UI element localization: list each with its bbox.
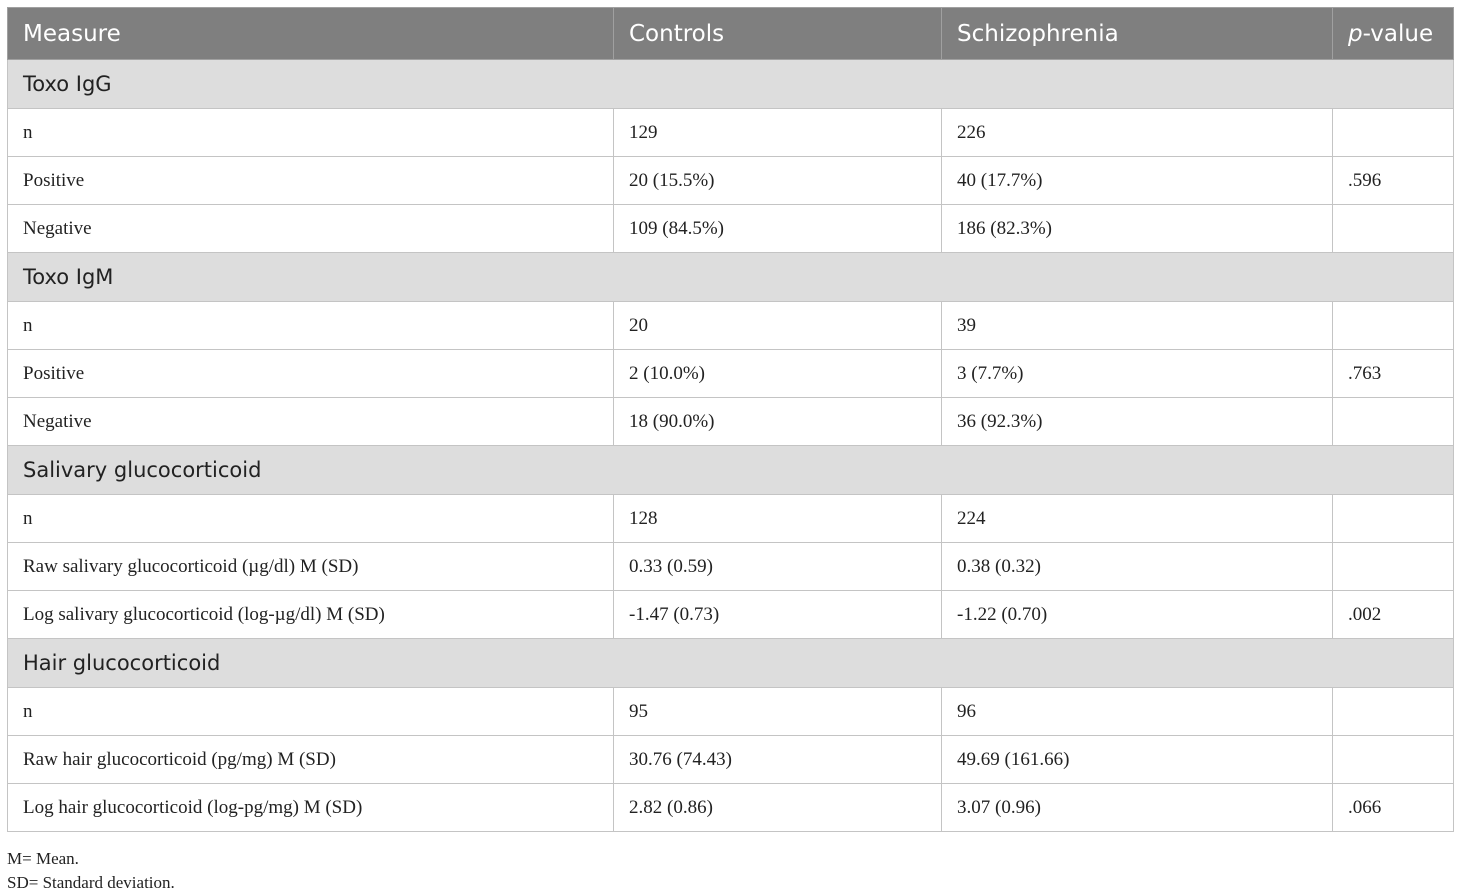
table-row — [8, 302, 1454, 350]
cell-controls: 0.33 (0.59) — [614, 543, 942, 591]
cell-measure: Negative — [8, 205, 614, 253]
header-p-italic: p — [1348, 20, 1363, 47]
cell-schizophrenia: 3.07 (0.96) — [942, 784, 1333, 832]
cell-measure: Log salivary glucocorticoid (log-µg/dl) M (SD) — [8, 591, 614, 639]
cell-controls: 109 (84.5%) — [614, 205, 942, 253]
section-title: Hair glucocorticoid — [8, 639, 1454, 688]
table-row — [8, 784, 1454, 832]
results-table — [7, 7, 1454, 832]
cell-controls: 95 — [614, 688, 942, 736]
cell-measure: n — [8, 688, 614, 736]
cell-schizophrenia: 39 — [942, 302, 1333, 350]
cell-schizophrenia: 224 — [942, 495, 1333, 543]
cell-controls: -1.47 (0.73) — [614, 591, 942, 639]
cell-p-value — [1333, 495, 1454, 543]
cell-measure: n — [8, 495, 614, 543]
table-row — [8, 157, 1454, 205]
cell-schizophrenia: 96 — [942, 688, 1333, 736]
table-row — [8, 495, 1454, 543]
cell-controls: 129 — [614, 109, 942, 157]
cell-measure: Positive — [8, 157, 614, 205]
cell-controls: 2.82 (0.86) — [614, 784, 942, 832]
section-row — [8, 446, 1454, 495]
section-row — [8, 60, 1454, 109]
table-row — [8, 109, 1454, 157]
header-measure: Measure — [8, 8, 614, 60]
cell-p-value — [1333, 543, 1454, 591]
table-footnotes — [7, 847, 175, 895]
cell-measure: Negative — [8, 398, 614, 446]
header-p-rest: -value — [1362, 20, 1434, 47]
section-title: Toxo IgM — [8, 253, 1454, 302]
cell-controls: 18 (90.0%) — [614, 398, 942, 446]
section-title: Salivary glucocorticoid — [8, 446, 1454, 495]
cell-p-value — [1333, 688, 1454, 736]
cell-schizophrenia: 186 (82.3%) — [942, 205, 1333, 253]
cell-measure: Raw hair glucocorticoid (pg/mg) M (SD) — [8, 736, 614, 784]
cell-p-value — [1333, 398, 1454, 446]
cell-schizophrenia: 226 — [942, 109, 1333, 157]
header-schizophrenia: Schizophrenia — [942, 8, 1333, 60]
cell-schizophrenia: 3 (7.7%) — [942, 350, 1333, 398]
cell-p-value — [1333, 302, 1454, 350]
cell-controls: 128 — [614, 495, 942, 543]
table-row — [8, 398, 1454, 446]
footnote-sd: SD= Standard deviation. — [7, 873, 175, 892]
cell-p-value: .596 — [1333, 157, 1454, 205]
cell-schizophrenia: -1.22 (0.70) — [942, 591, 1333, 639]
cell-schizophrenia: 0.38 (0.32) — [942, 543, 1333, 591]
cell-p-value — [1333, 736, 1454, 784]
cell-p-value: .066 — [1333, 784, 1454, 832]
cell-measure: Log hair glucocorticoid (log-pg/mg) M (SD) — [8, 784, 614, 832]
section-title: Toxo IgG — [8, 60, 1454, 109]
cell-measure: n — [8, 302, 614, 350]
cell-p-value — [1333, 109, 1454, 157]
cell-schizophrenia: 40 (17.7%) — [942, 157, 1333, 205]
table-row — [8, 205, 1454, 253]
table-row — [8, 688, 1454, 736]
cell-measure: Positive — [8, 350, 614, 398]
table-row — [8, 350, 1454, 398]
header-p-value — [1333, 8, 1454, 60]
cell-controls: 20 (15.5%) — [614, 157, 942, 205]
header-row — [8, 8, 1454, 60]
footnote-mean: M= Mean. — [7, 849, 79, 868]
table-row — [8, 736, 1454, 784]
table-row — [8, 591, 1454, 639]
cell-p-value — [1333, 205, 1454, 253]
cell-p-value: .763 — [1333, 350, 1454, 398]
section-row — [8, 253, 1454, 302]
cell-controls: 2 (10.0%) — [614, 350, 942, 398]
cell-measure: Raw salivary glucocorticoid (µg/dl) M (SD) — [8, 543, 614, 591]
header-controls: Controls — [614, 8, 942, 60]
cell-measure: n — [8, 109, 614, 157]
section-row — [8, 639, 1454, 688]
cell-schizophrenia: 49.69 (161.66) — [942, 736, 1333, 784]
cell-p-value: .002 — [1333, 591, 1454, 639]
cell-controls: 20 — [614, 302, 942, 350]
table-row — [8, 543, 1454, 591]
cell-controls: 30.76 (74.43) — [614, 736, 942, 784]
cell-schizophrenia: 36 (92.3%) — [942, 398, 1333, 446]
